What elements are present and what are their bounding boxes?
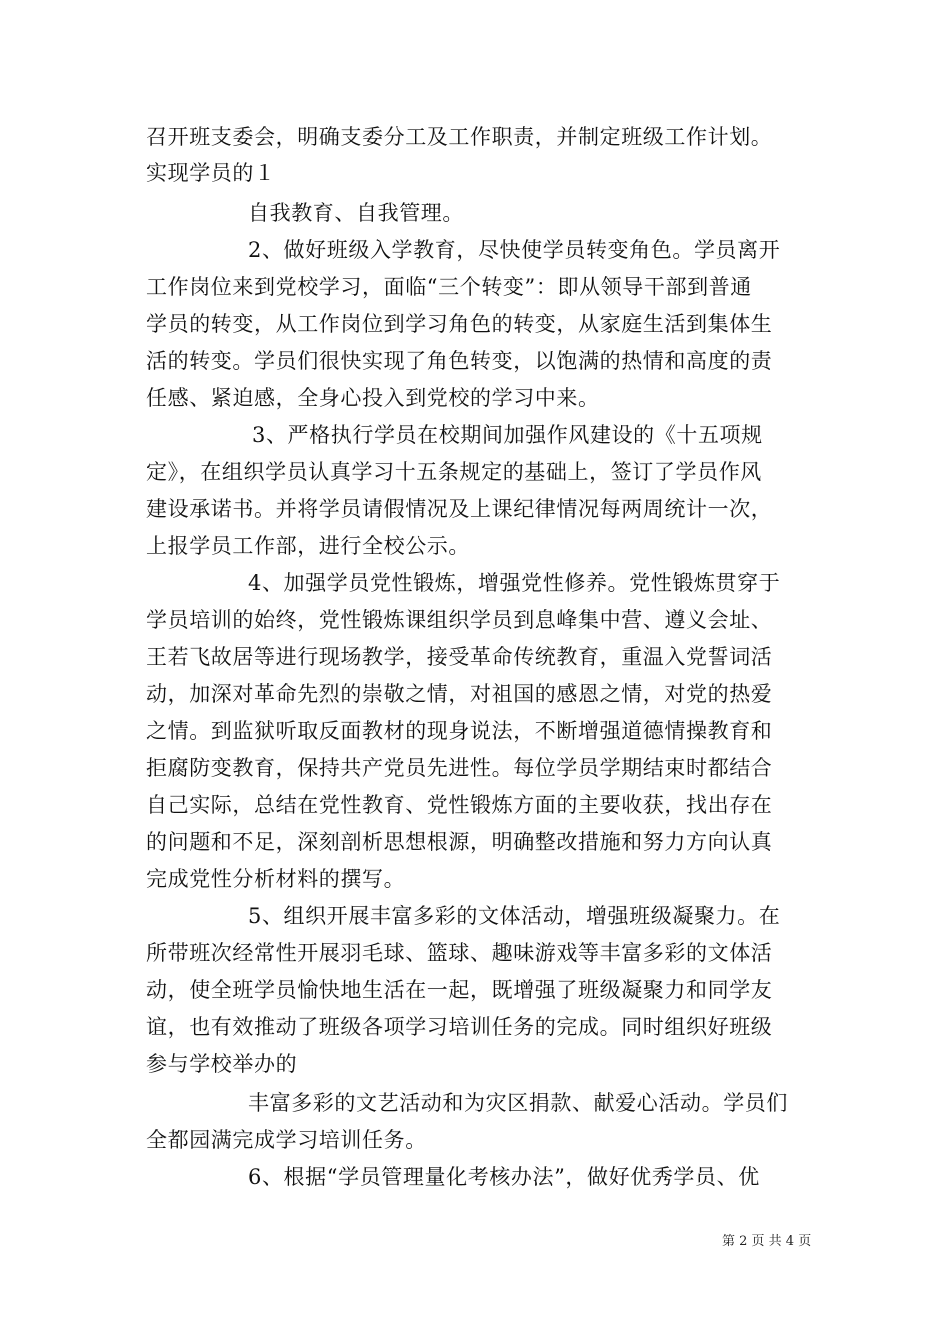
paragraph-2-start: 2、做好班级入学教育，尽快使学员转变角色。学员离开 <box>248 238 781 262</box>
text-line: 实现学员的１ <box>146 161 276 185</box>
text-line: 完成党性分析材料的撰写。 <box>146 867 406 891</box>
text-line: 定》，在组织学员认真学习十五条规定的基础上，签订了学员作风 <box>146 460 762 484</box>
text-line: 的问题和不足，深刻剖析思想根源，明确整改措施和努力方向认真 <box>146 830 773 854</box>
text-line: 动，加深对革命先烈的崇敬之情，对祖国的感恩之情，对党的热爱 <box>146 682 773 706</box>
text-line: 上报学员工作部，进行全校公示。 <box>146 534 470 558</box>
text-line: 任感、紧迫感，全身心投入到党校的学习中来。 <box>146 386 600 410</box>
page-number-footer: 第 2 页 共 4 页 <box>722 1234 812 1249</box>
text-line: 召开班支委会，明确支委分工及工作职责，并制定班级工作计划。 <box>146 125 773 149</box>
text-line: 动，使全班学员愉快地生活在一起，既增强了班级凝聚力和同学友 <box>146 978 773 1002</box>
text-line: 建设承诺书。并将学员请假情况及上课纪律情况每两周统计一次， <box>146 497 773 521</box>
text-line: 所带班次经常性开展羽毛球、篮球、趣味游戏等丰富多彩的文体活 <box>146 941 773 965</box>
text-line: 活的转变。学员们很快实现了角色转变，以饱满的热情和高度的责 <box>146 349 773 373</box>
text-line: 拒腐防变教育，保持共产党员先进性。每位学员学期结束时都结合 <box>146 756 773 780</box>
text-line: 谊，也有效推动了班级各项学习培训任务的完成。同时组织好班级 <box>146 1015 773 1039</box>
text-line: 参与学校举办的 <box>146 1052 298 1076</box>
text-line: 王若飞故居等进行现场教学，接受革命传统教育，重温入党誓词活 <box>146 645 773 669</box>
text-line: 全都园满完成学习培训任务。 <box>146 1128 427 1152</box>
text-line: 学员培训的始终，党性锻炼课组织学员到息峰集中营、遵义会址、 <box>146 608 773 632</box>
text-line: 学员的转变，从工作岗位到学习角色的转变，从家庭生活到集体生 <box>146 312 773 336</box>
paragraph-3-start: 3、严格执行学员在校期间加强作风建设的《十五项规 <box>252 423 763 447</box>
text-line: 之情。到监狱听取反面教材的现身说法，不断增强道德情操教育和 <box>146 719 773 743</box>
text-line: 自我教育、自我管理。 <box>248 201 464 225</box>
paragraph-5-start: 5、组织开展丰富多彩的文体活动，增强班级凝聚力。在 <box>248 904 781 928</box>
text-line: 自己实际，总结在党性教育、党性锻炼方面的主要收获，找出存在 <box>146 793 773 817</box>
paragraph-6-start: 6、根据“学员管理量化考核办法”，做好优秀学员、优 <box>248 1165 760 1189</box>
paragraph-4-start: 4、加强学员党性锻炼，增强党性修养。党性锻炼贯穿于 <box>248 571 781 595</box>
text-line: 工作岗位来到党校学习，面临“三个转变”：即从领导干部到普通 <box>146 275 752 299</box>
text-line: 丰富多彩的文艺活动和为灾区捐款、献爱心活动。学员们 <box>248 1091 788 1115</box>
